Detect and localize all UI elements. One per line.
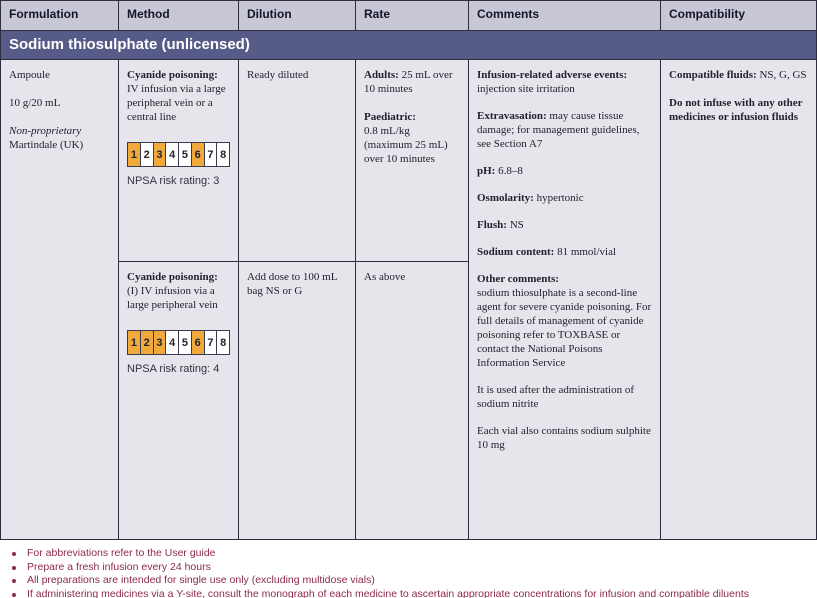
npsa-box-7: 7	[204, 142, 218, 167]
formulation-strength: 10 g/20 mL	[9, 97, 61, 109]
npsa-risk-scale	[127, 142, 230, 167]
npsa-box-6: 6	[191, 142, 205, 167]
method-route: (I) IV infusion via a large peripheral vein	[127, 285, 218, 311]
method-cell-1	[119, 60, 239, 261]
column-header-comments: Comments	[469, 1, 661, 30]
column-header-compatibility: Compatibility	[669, 7, 746, 21]
rate-cell-2	[356, 261, 469, 539]
footnote-single-use: All preparations are intended for single use only (excluding multidose vials)	[8, 574, 817, 588]
rate-text: As above	[364, 271, 406, 283]
column-header-row	[1, 1, 816, 31]
npsa-box-8: 8	[216, 142, 230, 167]
rate-adults-text: 25 mL over 10 minutes	[364, 69, 453, 95]
compatibility-cell	[661, 60, 816, 539]
comment-after-nitrite: It is used after the administration of sodium nitrite	[477, 384, 635, 410]
dilution-cell-2	[239, 261, 356, 539]
compatible-fluids-label: Compatible fluids:	[669, 69, 757, 81]
comment-other: Other comments: sodium thiosulphate is a second-line agent for severe cyanide poisoning. For full details of management of cyanide poisoning refer to TOXBASE or contact the National Poisons Information Service	[477, 273, 652, 369]
comment-sulphite: Each vial also contains sodium sulphite 10 mg	[477, 425, 651, 451]
footnote-list	[8, 547, 817, 598]
npsa-box-1: 1	[127, 330, 141, 355]
npsa-box-5: 5	[178, 142, 192, 167]
method-cell-2	[119, 261, 239, 539]
npsa-box-4: 4	[165, 330, 179, 355]
rate-cell-1	[356, 60, 469, 261]
npsa-box-5: 5	[178, 330, 192, 355]
monograph-body	[1, 60, 816, 539]
column-header-dilution: Dilution	[239, 1, 356, 30]
method-route: IV infusion via a large peripheral vein or a central line	[127, 83, 226, 123]
npsa-risk-rating-label: NPSA risk rating: 3	[127, 175, 220, 187]
formulation-cell	[1, 60, 119, 539]
npsa-box-2: 2	[140, 142, 154, 167]
npsa-box-3: 3	[153, 330, 167, 355]
column-header-method: Method	[119, 1, 239, 30]
npsa-box-7: 7	[204, 330, 218, 355]
npsa-box-3: 3	[153, 142, 167, 167]
comments-cell	[469, 60, 661, 539]
rate-adults-label: Adults:	[364, 69, 399, 81]
formulation-form: Ampoule	[9, 69, 50, 81]
npsa-box-1: 1	[127, 142, 141, 167]
footnote-abbreviations: For abbreviations refer to the User guide	[8, 547, 817, 561]
npsa-risk-scale	[127, 330, 230, 355]
column-header-formulation: Formulation	[1, 1, 119, 30]
footnote-fresh-infusion: Prepare a fresh infusion every 24 hours	[8, 561, 817, 575]
footnote-y-site: If administering medicines via a Y-site, consult the monograph of each medicine to ascertain appropriate concentrations for infusion and compatible diluents	[8, 588, 817, 598]
comment-adverse-events: Infusion-related adverse events: injection site irritation	[477, 69, 628, 95]
comment-sodium-content: Sodium content: 81 mmol/vial	[477, 246, 617, 258]
method-indication: Cyanide poisoning:	[127, 69, 218, 81]
formulation-reference: Martindale (UK)	[9, 139, 84, 151]
dilution-cell-1	[239, 60, 356, 261]
formulation-type: Non-proprietary	[9, 125, 82, 137]
comment-ph: pH: 6.8–8	[477, 165, 523, 177]
npsa-box-8: 8	[216, 330, 230, 355]
rate-paediatric-text: 0.8 mL/kg (maximum 25 mL) over 10 minutes	[364, 125, 448, 165]
drug-title-banner: Sodium thiosulphate (unlicensed)	[1, 31, 816, 60]
npsa-box-6: 6	[191, 330, 205, 355]
method-indication: Cyanide poisoning:	[127, 271, 218, 283]
npsa-risk-rating-label: NPSA risk rating: 4	[127, 363, 220, 375]
comment-flush: Flush: NS	[477, 219, 524, 231]
dilution-text: Add dose to 100 mL bag NS or G	[247, 271, 338, 297]
column-header-rate: Rate	[356, 1, 469, 30]
compatibility-warning: Do not infuse with any other medicines or infusion fluids	[669, 97, 803, 123]
npsa-box-2: 2	[140, 330, 154, 355]
rate-paediatric-label: Paediatric:	[364, 111, 416, 123]
comment-extravasation: Extravasation: may cause tissue damage; for management guidelines, see Section A7	[477, 110, 640, 150]
comment-osmolarity: Osmolarity: hypertonic	[477, 192, 584, 204]
dilution-text: Ready diluted	[247, 69, 309, 81]
compatible-fluids-text: NS, G, GS	[756, 69, 807, 81]
footnotes	[0, 540, 817, 598]
npsa-box-4: 4	[165, 142, 179, 167]
